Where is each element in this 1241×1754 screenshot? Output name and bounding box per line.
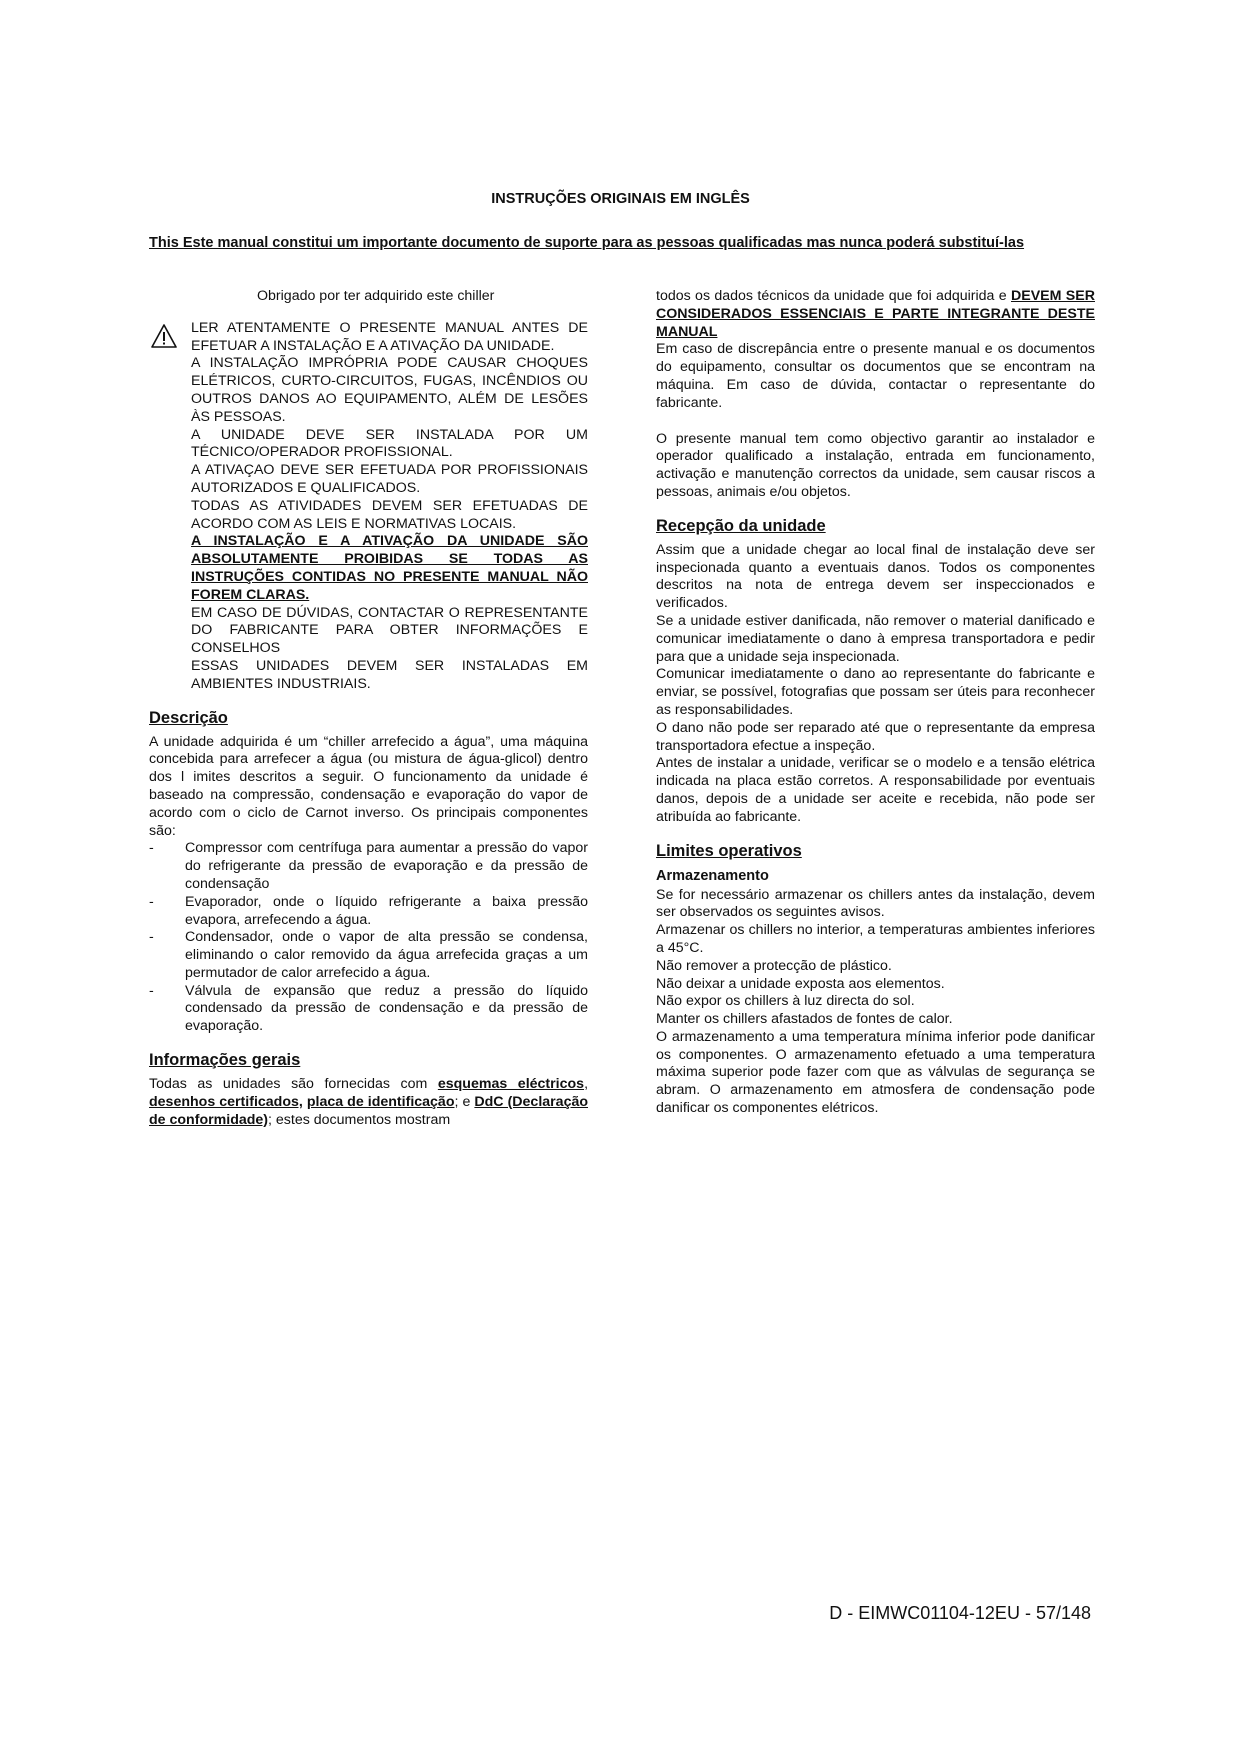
list-item: - Condensador, onde o vapor de alta pressão se condensa, eliminando o calor removido da água arrefecida graças a um permutador de calor arrefecido a água. [149, 929, 588, 981]
component-evaporator: Evaporador, onde o líquido refrigerante a baixa pressão evapora, arrefecendo a água. [185, 893, 588, 928]
limites-p5: Não expor os chillers à luz directa do sol. [656, 993, 915, 1010]
list-item: - Evaporador, onde o líquido refrigerante a baixa pressão evapora, arrefecendo a água. [149, 893, 588, 928]
warning-authorized-activation: A ATIVAÇAO DEVE SER EFETUADA POR PROFISSIONAIS AUTORIZADOS E QUALIFICADOS. [191, 462, 588, 496]
subheading-armazenamento: Armazenamento [656, 867, 769, 884]
notice-banner: This Este manual constitui um importante documento de suporte para as pessoas qualificadas mas nunca poderá substituí-las [149, 235, 1025, 251]
limites-p4: Não deixar a unidade exposta aos elementos. [656, 975, 945, 992]
left-column [149, 288, 588, 1129]
heading-descricao: Descrição [149, 708, 228, 727]
component-compressor: Compressor com centrífuga para aumentar a pressão do vapor do refrigerante da pressão de evaporação e da pressão de condensação [185, 840, 588, 892]
heading-informacoes-gerais: Informações gerais [149, 1051, 301, 1070]
link-placa-identificacao: placa de identificação [306, 1093, 455, 1110]
warning-prohibited: A INSTALAÇÃO E A ATIVAÇÃO DA UNIDADE SÃO ABSOLUTAMENTE PROIBIDAS SE TODAS AS INSTRUÇÕES CONTIDAS NO PRESENTE MANUAL NÃO FOREM CLARAS. [191, 533, 588, 603]
heading-recepcao: Recepção da unidade [656, 516, 826, 535]
limites-p2: Armazenar os chillers no interior, a temperaturas ambientes inferiores a 45°C. [656, 922, 1095, 956]
warning-local-laws: TODAS AS ATIVIDADES DEVEM SER EFETUADAS DE ACORDO COM AS LEIS E NORMATIVAS LOCAIS. [191, 497, 588, 532]
warning-read-manual: LER ATENTAMENTE O PRESENTE MANUAL ANTES DE EFETUAR A INSTALAÇÃO E A ATIVAÇÃO DA UNIDADE. [191, 319, 588, 354]
warning-improper-installation: A INSTALAÇÃO IMPRÓPRIA PODE CAUSAR CHOQUES ELÉTRICOS, CURTO-CIRCUITOS, FUGAS, INCÊNDIOS OU OUTROS DANOS AO EQUIPAMENTO, ALÉM DE LESÕES ÀS PESSOAS. [191, 355, 588, 425]
link-esquemas-electricos: esquemas eléctricos [437, 1076, 585, 1093]
descricao-intro: A unidade adquirida é um “chiller arrefecido a água”, uma máquina concebida para arrefecer a água (ou mistura de água-glicol) dentro dos l imites descritos a seguir. O funcionamento da unidade é baseado na compressão, condensação e evaporação do vapor de acordo com o ciclo de Carnot inverso. Os principais componentes são: [149, 733, 588, 839]
recepcao-p5: Antes de instalar a unidade, verificar se o modelo e a tensão elétrica indicada na placa estão corretos. A responsabilidade por eventuais danos, depois de a unidade ser aceite e recebida, não pode ser atribuída ao fabricante. [656, 755, 1095, 825]
right-column [656, 288, 1095, 1118]
warning-triangle-icon [151, 324, 177, 348]
recepcao-p1: Assim que a unidade chegar ao local final de instalação deve ser inspecionada quanto a eventuais danos. Todos os componentes descritos na nota de entrega devem ser inspeccionados e verificados. [656, 541, 1095, 612]
limites-p1: Se for necessário armazenar os chillers antes da instalação, devem ser observados os seguintes avisos. [656, 886, 1095, 921]
warning-contact-representative: EM CASO DE DÚVIDAS, CONTACTAR O REPRESENTANTE DO FABRICANTE PARA OBTER INFORMAÇÕES E CONSELHOS [191, 604, 588, 657]
informacoes-paragraph: Todas as unidades são fornecidas com esquemas eléctricos, desenhos certificados, placa de identificação; e DdC (Declaração de conformidade); estes documentos mostram [149, 1076, 589, 1128]
recepcao-p2: Se a unidade estiver danificada, não remover o material danificado e comunicar imediatamente o dano à empresa transportadora e pedir para que a unidade seja inspecionada. [656, 612, 1095, 665]
limites-p7: O armazenamento a uma temperatura mínima inferior pode danificar os componentes. O armazenamento efetuado a uma temperatura máxima superior pode fazer com que as válvulas de segurança se abram. O armazenamento em atmosfera de condensação pode danificar os componentes elétricos. [656, 1028, 1095, 1117]
page-footer-code: D - EIMWC01104-12EU - 57/148 [829, 1603, 1091, 1623]
thanks-text: Obrigado por ter adquirido este chiller [257, 288, 495, 304]
recepcao-p4: O dano não pode ser reparado até que o representante da empresa transportadora efectue a inspeção. [656, 719, 1095, 754]
continuation-paragraph: todos os dados técnicos da unidade que foi adquirida e DEVEM SER CONSIDERADOS ESSENCIAIS E PARTE INTEGRANTE DESTE MANUAL [656, 288, 1095, 340]
component-expansion-valve: Válvula de expansão que reduz a pressão do líquido condensado da pressão de condensação e da pressão de evaporação. [185, 982, 588, 1035]
component-condenser: Condensador, onde o vapor de alta pressão se condensa, eliminando o calor removido da água arrefecida graças a um permutador de calor arrefecido a água. [185, 929, 588, 981]
link-desenhos-certificados: desenhos certificados, [149, 1093, 303, 1110]
warning-block [149, 320, 588, 694]
limites-p3: Não remover a protecção de plástico. [656, 957, 892, 974]
heading-limites-operativos: Limites operativos [656, 841, 802, 860]
link-ddc: DdC (Declaração de conformidade) [149, 1093, 589, 1128]
components-list [149, 840, 588, 1036]
list-item: - Compressor com centrífuga para aumentar a pressão do vapor do refrigerante da pressão de evaporação e da pressão de condensação [149, 840, 588, 892]
list-item: - Válvula de expansão que reduz a pressão do líquido condensado da pressão de condensação e da pressão de evaporação. [149, 982, 588, 1035]
purpose-paragraph: O presente manual tem como objectivo garantir ao instalador e operador qualificado a instalação, entrada em funcionamento, activação e manutenção correctos da unidade, sem causar riscos a pessoas, animais e/ou objetos. [656, 430, 1095, 500]
warning-industrial-environments: ESSAS UNIDADES DEVEM SER INSTALADAS EM AMBIENTES INDUSTRIAIS. [191, 657, 588, 692]
essential-notice: DEVEM SER CONSIDERADOS ESSENCIAIS E PARTE INTEGRANTE DESTE MANUAL [656, 288, 1095, 340]
warning-professional-install: A UNIDADE DEVE SER INSTALADA POR UM TÉCNICO/OPERADOR PROFISSIONAL. [191, 426, 588, 461]
limites-p6: Manter os chillers afastados de fontes de calor. [656, 1011, 953, 1028]
recepcao-p3: Comunicar imediatamente o dano ao representante do fabricante e enviar, se possível, fotografias que possam ser úteis para reconhecer as responsabilidades. [656, 666, 1095, 718]
discrepancy-paragraph: Em caso de discrepância entre o presente manual e os documentos do equipamento, consultar os documentos que se encontram na máquina. Em caso de dúvida, contactar o representante do fabricante. [656, 341, 1095, 411]
page-title: INSTRUÇÕES ORIGINAIS EM INGLÊS [491, 191, 750, 207]
